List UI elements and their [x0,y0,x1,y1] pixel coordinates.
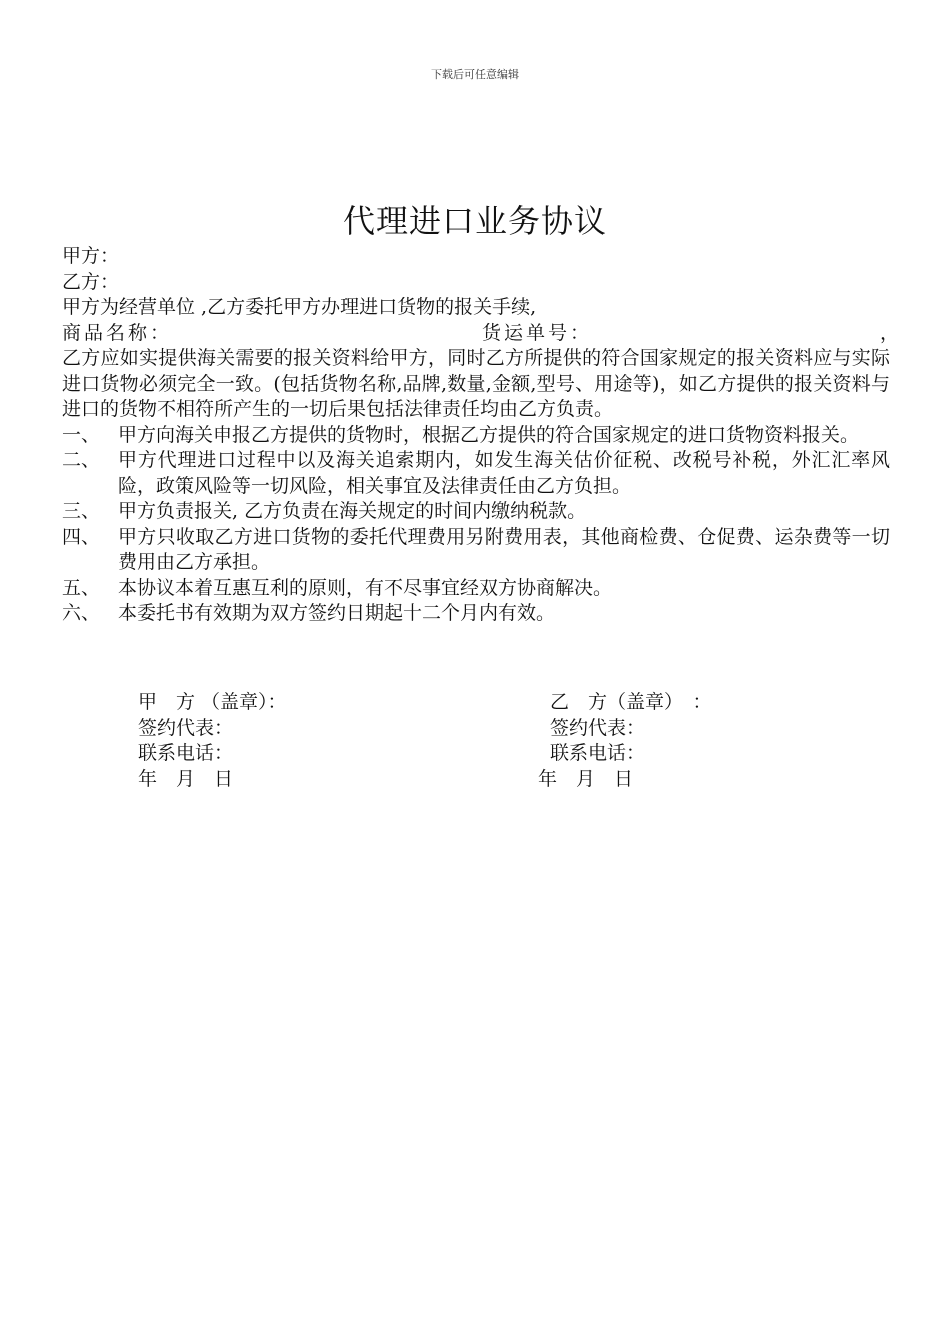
clause-item [62,499,890,525]
clause-number: 六、 [62,602,101,624]
party-b-seal-label: 乙 方（盖章） ： [550,691,712,713]
obligation-paragraph: 乙方应如实提供海关需要的报关资料给甲方，同时乙方所提供的符合国家规定的报关资料应与实际进口货物必须完全一致。(包括货物名称,品牌,数量,金额,型号、用途等)，如乙方提供的报关资料与进口的货物不相符所产生的一切后果包括法律责任均由乙方负责。 [62,347,890,420]
clause-text: 本协议本着互惠互利的原则，有不尽事宜经双方协商解决。 [118,576,613,599]
signature-block [138,690,758,792]
signature-rep-row [138,716,758,742]
clause-text: 甲方只收取乙方进口货物的委托代理费用另附费用表，其他商检费、仓促费、运杂费等一切费用由乙方承担。 [118,525,890,573]
party-a-seal-label: 甲 方 （盖章）： [138,691,287,713]
tracking-number-label: 货运单号： [482,321,593,344]
clause-number: 二、 [62,449,101,471]
header-note: 下载后可任意编辑 [431,68,519,81]
party-a-line: 甲方： [62,245,120,267]
clause-item [62,601,890,627]
intro-line: 甲方为经营单位 ,乙方委托甲方办理进口货物的报关手续, [62,296,537,318]
party-b-phone-label: 联系电话： [550,742,646,764]
clause-item [62,576,890,602]
party-b-line: 乙方： [62,270,120,293]
clause-number: 三、 [62,500,101,522]
clause-number: 四、 [62,525,101,548]
clause-text: 甲方向海关申报乙方提供的货物时，根据乙方提供的符合国家规定的进口货物资料报关。 [118,423,860,446]
party-a-representative-label: 签约代表： [138,716,234,739]
party-a-date-label: 年 月 日 [138,767,234,790]
goods-name-label: 商品名称： [62,321,173,344]
clause-text: 甲方代理进口过程中以及海关追索期内，如发生海关估价征税、改税号补税，外汇汇率风险，政策风险等一切风险，相关事宜及法律责任由乙方负担。 [118,449,890,497]
signature-date-row [138,767,758,793]
party-a-phone-label: 联系电话： [138,742,234,764]
party-b-date-label: 年 月 日 [538,767,634,790]
document-title: 代理进口业务协议 [342,202,607,240]
goods-row [62,321,900,347]
goods-row-end: ， [880,321,900,344]
signature-phone-row [138,741,758,767]
clause-item [62,448,890,499]
party-b-representative-label: 签约代表： [550,716,646,739]
clause-number: 五、 [62,576,101,599]
clause-item [62,423,890,449]
clause-text: 甲方负责报关, 乙方负责在海关规定的时间内缴纳税款。 [118,500,587,522]
clause-text: 本委托书有效期为双方签约日期起十二个月内有效。 [118,602,556,624]
clause-item [62,525,890,576]
clause-number: 一、 [62,423,101,446]
agreement-body [62,244,900,627]
signature-party-row [138,690,758,716]
